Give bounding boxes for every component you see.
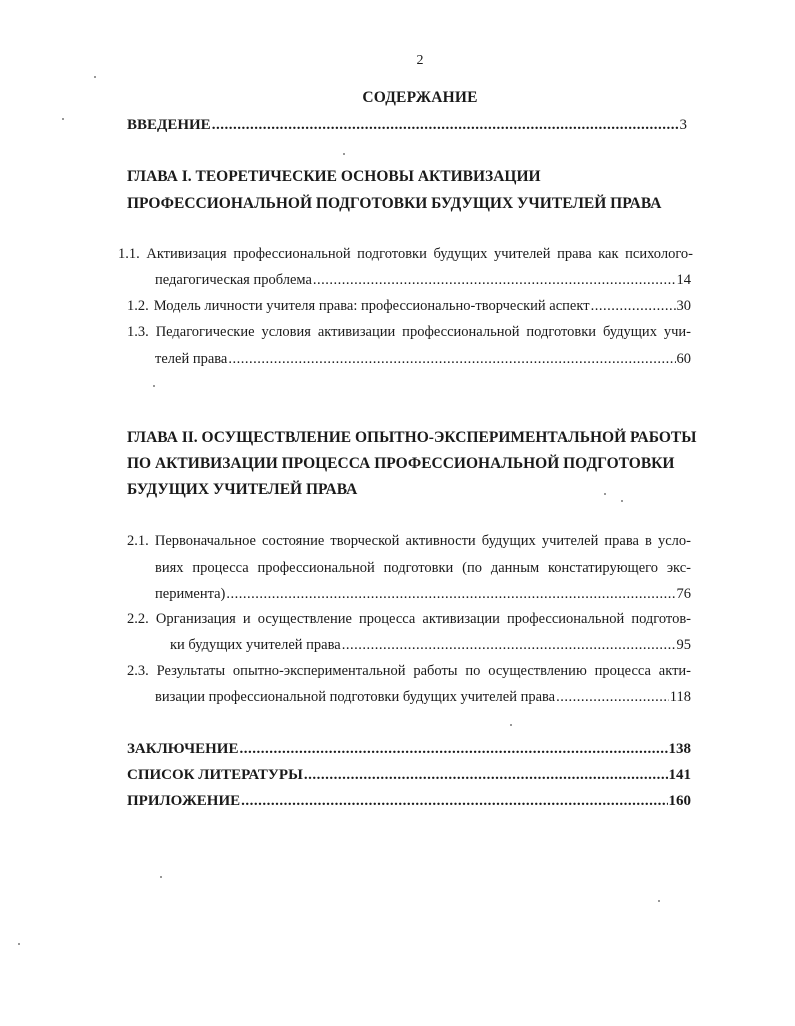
dot-leader (228, 350, 675, 368)
toc-entry-appendix[interactable] (127, 792, 691, 810)
scan-speck (94, 76, 96, 78)
section-title: Модель личности учителя права: профессионально-творческий аспект (153, 298, 590, 314)
toc-section-1-2[interactable] (127, 297, 691, 315)
scan-speck (160, 876, 162, 878)
section-title-continued: ки будущих учителей права (170, 637, 341, 653)
toc-section-1-1-line-2[interactable] (155, 271, 691, 289)
toc-entry-page: 3 (679, 117, 687, 133)
toc-entry-conclusion[interactable] (127, 740, 691, 758)
scan-speck (153, 385, 155, 387)
dot-leader (313, 271, 676, 289)
dot-leader (591, 297, 676, 315)
dot-leader (212, 116, 679, 134)
section-number: 2.1. (127, 533, 149, 549)
section-title-continued: визации профессиональной подготовки будущих учителей права (155, 689, 556, 705)
toc-entry-page: 141 (668, 767, 691, 783)
section-page: 60 (676, 351, 691, 367)
section-page: 95 (676, 637, 691, 653)
toc-section-1-3-line-2[interactable] (155, 350, 691, 368)
chapter-1-title-line-1[interactable]: ГЛАВА I. ТЕОРЕТИЧЕСКИЕ ОСНОВЫ АКТИВИЗАЦИИ (127, 168, 541, 185)
section-number: 1.2. (127, 298, 149, 314)
chapter-1-title-line-2[interactable]: ПРОФЕССИОНАЛЬНОЙ ПОДГОТОВКИ БУДУЩИХ УЧИТЕЛЕЙ ПРАВА (127, 195, 662, 212)
toc-section-2-1-line-1[interactable] (127, 532, 691, 550)
section-number: 2.3. (127, 663, 149, 679)
section-number: 1.1. (118, 246, 140, 262)
section-title: Результаты опытно-экспериментальной работы по осуществлению процесса акти- (156, 663, 691, 679)
dot-leader (342, 636, 676, 654)
section-title-continued: перимента) (155, 586, 226, 602)
chapter-2-title-line-3[interactable]: БУДУЩИХ УЧИТЕЛЕЙ ПРАВА (127, 481, 358, 498)
section-title-continued: педагогическая проблема (155, 272, 312, 288)
section-title: Педагогические условия активизации профессиональной подготовки будущих учи- (155, 324, 691, 340)
scan-speck (510, 724, 512, 726)
page-number: 2 (416, 53, 424, 68)
dot-leader (226, 585, 675, 603)
chapter-2-title-line-2[interactable]: ПО АКТИВИЗАЦИИ ПРОЦЕССА ПРОФЕССИОНАЛЬНОЙ ПОДГОТОВКИ (127, 455, 675, 472)
toc-entry-label: СПИСОК ЛИТЕРАТУРЫ (127, 767, 303, 783)
section-title: Активизация профессиональной подготовки будущих учителей права как психолого- (146, 246, 693, 262)
section-page: 30 (676, 298, 691, 314)
toc-section-2-3-line-2[interactable] (155, 688, 691, 706)
toc-entry-label: ПРИЛОЖЕНИЕ (127, 793, 241, 809)
section-page: 118 (669, 689, 691, 705)
section-title: Первоначальное состояние творческой активности будущих учителей права в усло- (154, 533, 692, 549)
toc-section-1-3-line-1[interactable] (127, 323, 691, 341)
dot-leader (304, 766, 668, 784)
section-number: 2.2. (127, 611, 149, 627)
scan-speck (343, 153, 345, 155)
toc-section-2-2-line-1[interactable] (127, 610, 691, 628)
toc-entry-label: ЗАКЛЮЧЕНИЕ (127, 741, 239, 757)
toc-section-2-1-line-3[interactable] (155, 585, 691, 603)
toc-entry-label: ВВЕДЕНИЕ (127, 117, 211, 133)
scan-speck (621, 500, 623, 502)
toc-section-2-3-line-1[interactable] (127, 662, 691, 680)
section-title: Организация и осуществление процесса активизации профессиональной подготов- (155, 611, 692, 627)
toc-section-2-1-line-2[interactable]: виях процесса профессиональной подготовки (по данным констатирующего экс- (155, 560, 691, 576)
section-title-continued: телей права (155, 351, 228, 367)
scan-speck (62, 118, 64, 120)
section-page: 76 (676, 586, 691, 602)
toc-entry-page: 160 (668, 793, 691, 809)
dot-leader (556, 688, 669, 706)
dot-leader (241, 792, 667, 810)
scan-speck (658, 900, 660, 902)
toc-section-1-1-line-1[interactable] (118, 245, 693, 263)
chapter-2-title-line-1[interactable]: ГЛАВА II. ОСУЩЕСТВЛЕНИЕ ОПЫТНО-ЭКСПЕРИМЕНТАЛЬНОЙ РАБОТЫ (127, 429, 697, 446)
toc-entry-page: 138 (668, 741, 691, 757)
toc-entry-introduction[interactable] (127, 116, 687, 134)
toc-title: СОДЕРЖАНИЕ (362, 89, 478, 106)
dot-leader (239, 740, 667, 758)
toc-entry-literature[interactable] (127, 766, 691, 784)
section-page: 14 (676, 272, 691, 288)
scan-speck (604, 493, 606, 495)
section-number: 1.3. (127, 324, 149, 340)
scan-speck (18, 943, 20, 945)
toc-section-2-2-line-2[interactable] (170, 636, 691, 654)
